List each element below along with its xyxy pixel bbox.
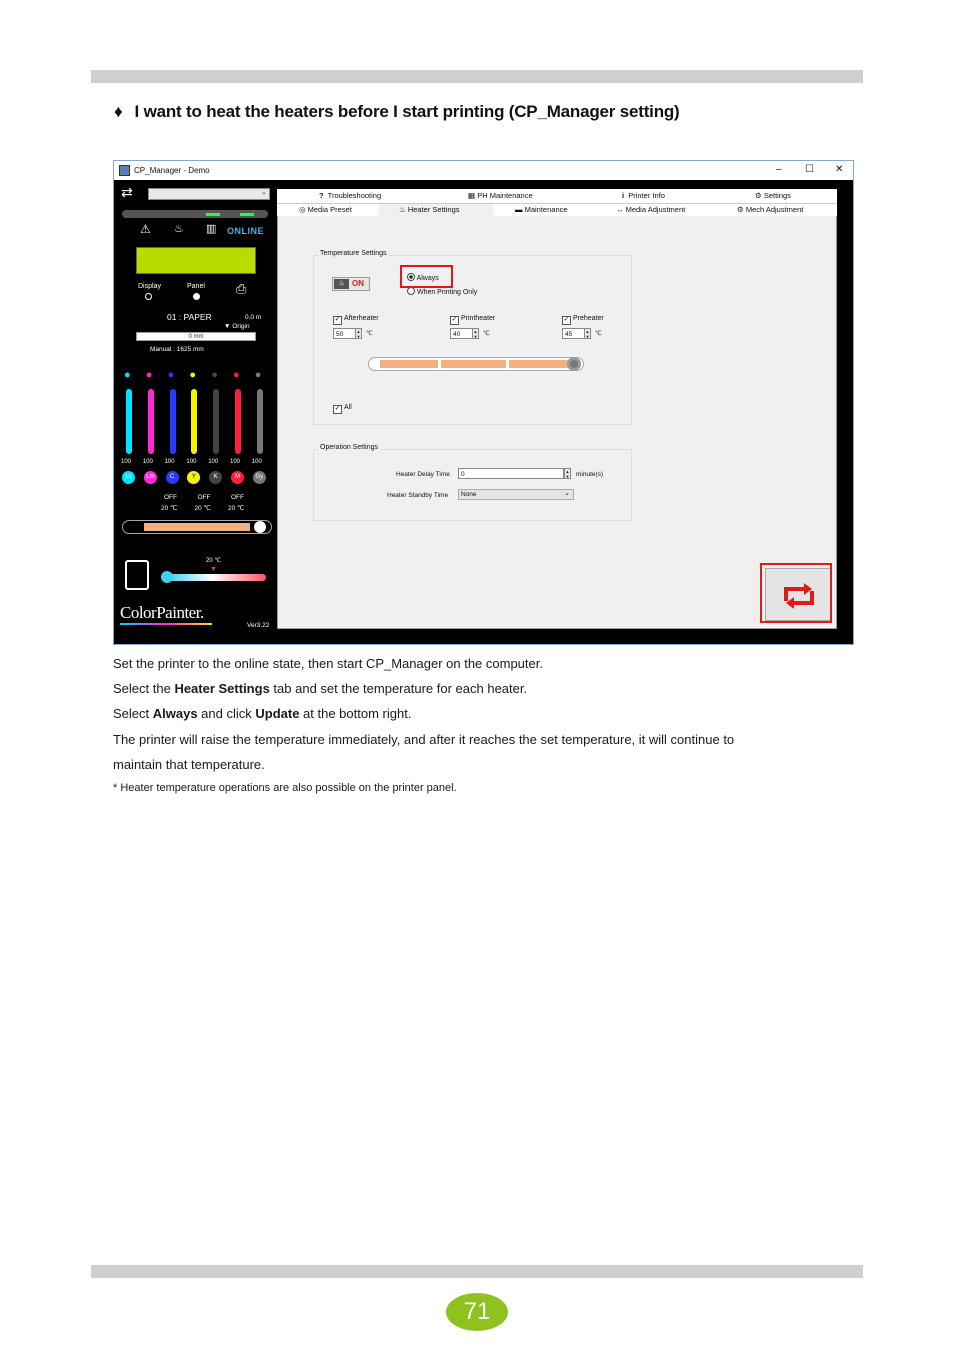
- chevron-down-icon: ⌄: [564, 490, 570, 497]
- printhead-icon: ▦: [468, 191, 476, 200]
- heater-name: Printheater: [461, 315, 496, 322]
- tab-maintenance[interactable]: [515, 204, 568, 216]
- minimize-icon[interactable]: –: [776, 164, 782, 175]
- ink-drop-icon: ●: [189, 369, 197, 381]
- tab-label: Maintenance: [524, 205, 568, 214]
- instruction-line-1: Set the printer to the online state, then start CP_Manager on the computer.: [113, 656, 543, 671]
- origin-value: 0 mm: [188, 334, 204, 340]
- heater-diagram-end: [567, 357, 581, 371]
- gear-icon: ⚙: [737, 205, 744, 214]
- heater-temp: 20 ℃: [194, 505, 211, 512]
- printheater-input[interactable]: 40: [450, 328, 476, 339]
- checkbox: ✓: [334, 405, 341, 412]
- temperature-marker-icon: ▼: [210, 566, 217, 573]
- ink-level-bar: [148, 389, 154, 454]
- ink-icon: ▥: [206, 223, 217, 235]
- tab-settings[interactable]: [755, 190, 791, 202]
- ink-level-value: 100: [230, 459, 241, 465]
- ink-level-value: 100: [142, 459, 153, 465]
- app-icon: [119, 165, 130, 176]
- warning-icon: ⚠: [140, 222, 151, 236]
- heater-on-toggle[interactable]: [332, 277, 370, 291]
- heater-temp: 20 ℃: [228, 505, 245, 512]
- ink-drop-icon: ●: [167, 369, 175, 381]
- delay-label: Heater Delay Time: [396, 471, 450, 478]
- heater-icon: ♨: [334, 279, 349, 289]
- text-run: Select: [113, 706, 153, 721]
- heater-temp: 20 ℃: [161, 505, 178, 512]
- afterheater-spinner[interactable]: ▲ ▼: [356, 329, 361, 339]
- ink-code-badge: Y: [187, 471, 200, 484]
- ink-level-bar: [235, 389, 241, 454]
- heater-track-end: [254, 521, 266, 533]
- footnote: * Heater temperature operations are also possible on the printer panel.: [113, 782, 457, 794]
- display-radio[interactable]: [145, 293, 152, 300]
- ink-drop-icon: ●: [124, 369, 131, 381]
- connection-icon[interactable]: ⇄: [121, 184, 133, 200]
- ink-drop-icon: ●: [145, 369, 153, 381]
- tab-label: PH Maintenance: [477, 191, 533, 200]
- tab-ph-maintenance[interactable]: [468, 190, 533, 202]
- temperature-settings-group: [313, 250, 632, 425]
- tab-label: Troubleshooting: [327, 191, 382, 200]
- radio-dot: [407, 287, 415, 295]
- tab-label: Mech Adjustment: [745, 205, 804, 214]
- ink-bottle-icon: [125, 560, 149, 590]
- printer-status-panel: [116, 182, 274, 630]
- ink-level-value: 100: [186, 459, 197, 465]
- heater-icon: ♨: [399, 205, 406, 214]
- standby-label: Heater Standby Time: [387, 492, 449, 499]
- tab-printer-info[interactable]: [622, 190, 665, 202]
- ink-level-bar: [213, 389, 219, 454]
- ink-level-bar: [257, 389, 263, 454]
- logo-stripe: [120, 623, 212, 625]
- instruction-line-2: [113, 681, 527, 696]
- delay-spinner[interactable]: ▲ ▼: [565, 469, 570, 479]
- always-highlight: [400, 265, 453, 288]
- window-title: CP_Manager - Demo: [134, 166, 210, 175]
- tab-label: Media Adjustment: [625, 205, 686, 214]
- tab-bar: [277, 189, 837, 216]
- lamp-indicator: [206, 213, 220, 216]
- tab-media-adjustment[interactable]: [616, 204, 685, 216]
- checkbox: ✓: [451, 316, 458, 323]
- media-icon: ◎: [299, 205, 306, 214]
- heater-track-fill: [144, 523, 250, 531]
- text-run: and click: [197, 706, 256, 721]
- checkbox: ✓: [334, 316, 341, 323]
- tab-mech-adjustment[interactable]: [737, 204, 803, 216]
- instruction-line-5: maintain that temperature.: [113, 757, 265, 772]
- thermometer-bar: [168, 574, 266, 581]
- panel-radio[interactable]: [193, 293, 200, 300]
- all-label: All: [344, 404, 352, 411]
- heater-name: Afterheater: [344, 315, 379, 322]
- ink-code-badge: M: [231, 471, 244, 484]
- tab-label: Media Preset: [307, 205, 352, 214]
- ink-level-bar: [170, 389, 176, 454]
- afterheater-input[interactable]: 50: [333, 328, 359, 339]
- ink-drop-icon: ●: [233, 369, 240, 381]
- when-printing-label: When Printing Only: [416, 289, 478, 296]
- diamond-bullet-icon: ♦: [114, 102, 123, 121]
- tab-troubleshooting[interactable]: [319, 190, 381, 202]
- instruction-line-3: [113, 706, 411, 721]
- update-highlight: [760, 563, 832, 623]
- ink-drop-icon: ●: [254, 369, 262, 381]
- heater-icon: ♨: [174, 223, 184, 235]
- info-icon: i: [622, 191, 625, 200]
- operation-settings-group: [313, 444, 632, 521]
- chevron-down-icon: ⌄: [261, 189, 267, 196]
- ink-code-badge: Lc: [122, 471, 135, 484]
- text-run: Select the: [113, 681, 175, 696]
- ink-code-badge: C: [166, 471, 179, 484]
- heater-diagram-fill-after: [380, 360, 438, 368]
- printer-settings-icon[interactable]: ⎙: [236, 281, 247, 296]
- ink-level-bar: [126, 389, 132, 454]
- position-value: [245, 314, 261, 321]
- ink-code-badge: Gy: [253, 471, 266, 484]
- standby-select[interactable]: [458, 489, 574, 500]
- arrows-icon: ↔: [616, 205, 624, 214]
- preheater-unit: ℃: [595, 331, 602, 337]
- preheater-spinner[interactable]: ▲ ▼: [585, 329, 590, 339]
- afterheater-check[interactable]: [333, 315, 379, 325]
- close-icon[interactable]: ✕: [835, 164, 844, 175]
- tab-heater-settings[interactable]: [379, 204, 493, 216]
- group-title: Operation Settings: [320, 444, 378, 451]
- origin-label: ▼ Origin: [224, 323, 250, 330]
- room-temperature: 20 ℃: [206, 558, 222, 564]
- origin-field: [136, 332, 256, 341]
- thermometer-bulb: [161, 571, 173, 583]
- delay-input[interactable]: 0: [458, 468, 564, 479]
- group-title: Temperature Settings: [320, 250, 387, 257]
- ink-level-value: 100: [164, 459, 175, 465]
- when-printing-radio[interactable]: [407, 287, 477, 296]
- bottom-rule: [91, 1265, 863, 1278]
- colorpainter-logo: ColorPainter.: [120, 603, 204, 622]
- all-check[interactable]: [333, 404, 352, 414]
- printheater-spinner[interactable]: ▲ ▼: [473, 329, 478, 339]
- maximize-icon[interactable]: ☐: [805, 164, 814, 175]
- always-label: Always: [416, 275, 439, 282]
- tab-label: Heater Settings: [407, 205, 460, 214]
- position-number: 0.0: [245, 314, 255, 321]
- printheater-check[interactable]: [450, 315, 495, 325]
- preheater-check[interactable]: [562, 315, 604, 325]
- online-status: ONLINE: [227, 226, 265, 236]
- always-emphasis: Always: [152, 706, 198, 721]
- help-icon: ?: [319, 191, 324, 200]
- window-titlebar: [114, 161, 853, 180]
- heater-on-label: ON: [352, 279, 364, 288]
- panel-label: Panel: [187, 283, 205, 290]
- ink-level-value: 100: [121, 459, 132, 465]
- text-run: at the bottom right.: [299, 706, 412, 721]
- ink-code-badge: Lm: [144, 471, 157, 484]
- lamp-indicator: [240, 213, 254, 216]
- tab-label: Settings: [763, 191, 791, 200]
- media-name: 01 : PAPER: [167, 312, 212, 322]
- ink-level-value: 100: [208, 459, 219, 465]
- version-label: Ver3.22: [247, 622, 270, 629]
- heater-diagram-fill-print: [441, 360, 506, 368]
- lcd-display: [136, 247, 256, 274]
- heater-state: OFF: [231, 494, 244, 501]
- heater-name: Preheater: [573, 315, 604, 322]
- ink-level-value: 100: [251, 459, 262, 465]
- display-label: Display: [138, 283, 161, 290]
- manual-length: Manual : 1625 mm: [150, 346, 204, 353]
- printer-select[interactable]: [148, 188, 270, 200]
- heater-state: OFF: [197, 494, 211, 501]
- heater-state: OFF: [164, 494, 177, 501]
- printheater-unit: ℃: [483, 331, 490, 337]
- preheater-input[interactable]: 45: [562, 328, 588, 339]
- checkbox: ✓: [563, 316, 570, 323]
- tab-label: Printer Info: [628, 191, 665, 200]
- delay-unit: minute(s): [576, 471, 604, 478]
- cp-manager-screenshot: [113, 160, 854, 645]
- gear-icon: ⚙: [755, 191, 762, 200]
- ink-level-bar: [191, 389, 197, 454]
- tab-row-2: [277, 203, 837, 217]
- ink-drop-icon: ●: [211, 369, 218, 381]
- text-run: tab and set the temperature for each heater.: [269, 681, 528, 696]
- top-rule: [91, 70, 863, 83]
- tab-media-preset[interactable]: [299, 204, 352, 216]
- standby-value: None: [461, 491, 477, 498]
- page-number: 71: [446, 1293, 508, 1331]
- heater-settings-emphasis: Heater Settings: [174, 681, 270, 696]
- position-unit: m: [255, 314, 262, 321]
- instruction-line-4: The printer will raise the temperature immediately, and after it reaches the set temperature, it will continue to: [113, 732, 735, 747]
- section-heading: [114, 102, 680, 122]
- heading-text: I want to heat the heaters before I start printing (CP_Manager setting): [134, 102, 680, 121]
- heater-diagram-fill-pre: [509, 360, 568, 368]
- afterheater-unit: ℃: [366, 331, 373, 337]
- wrench-icon: ▬: [515, 205, 523, 214]
- ink-code-badge: K: [209, 471, 222, 484]
- update-emphasis: Update: [255, 706, 300, 721]
